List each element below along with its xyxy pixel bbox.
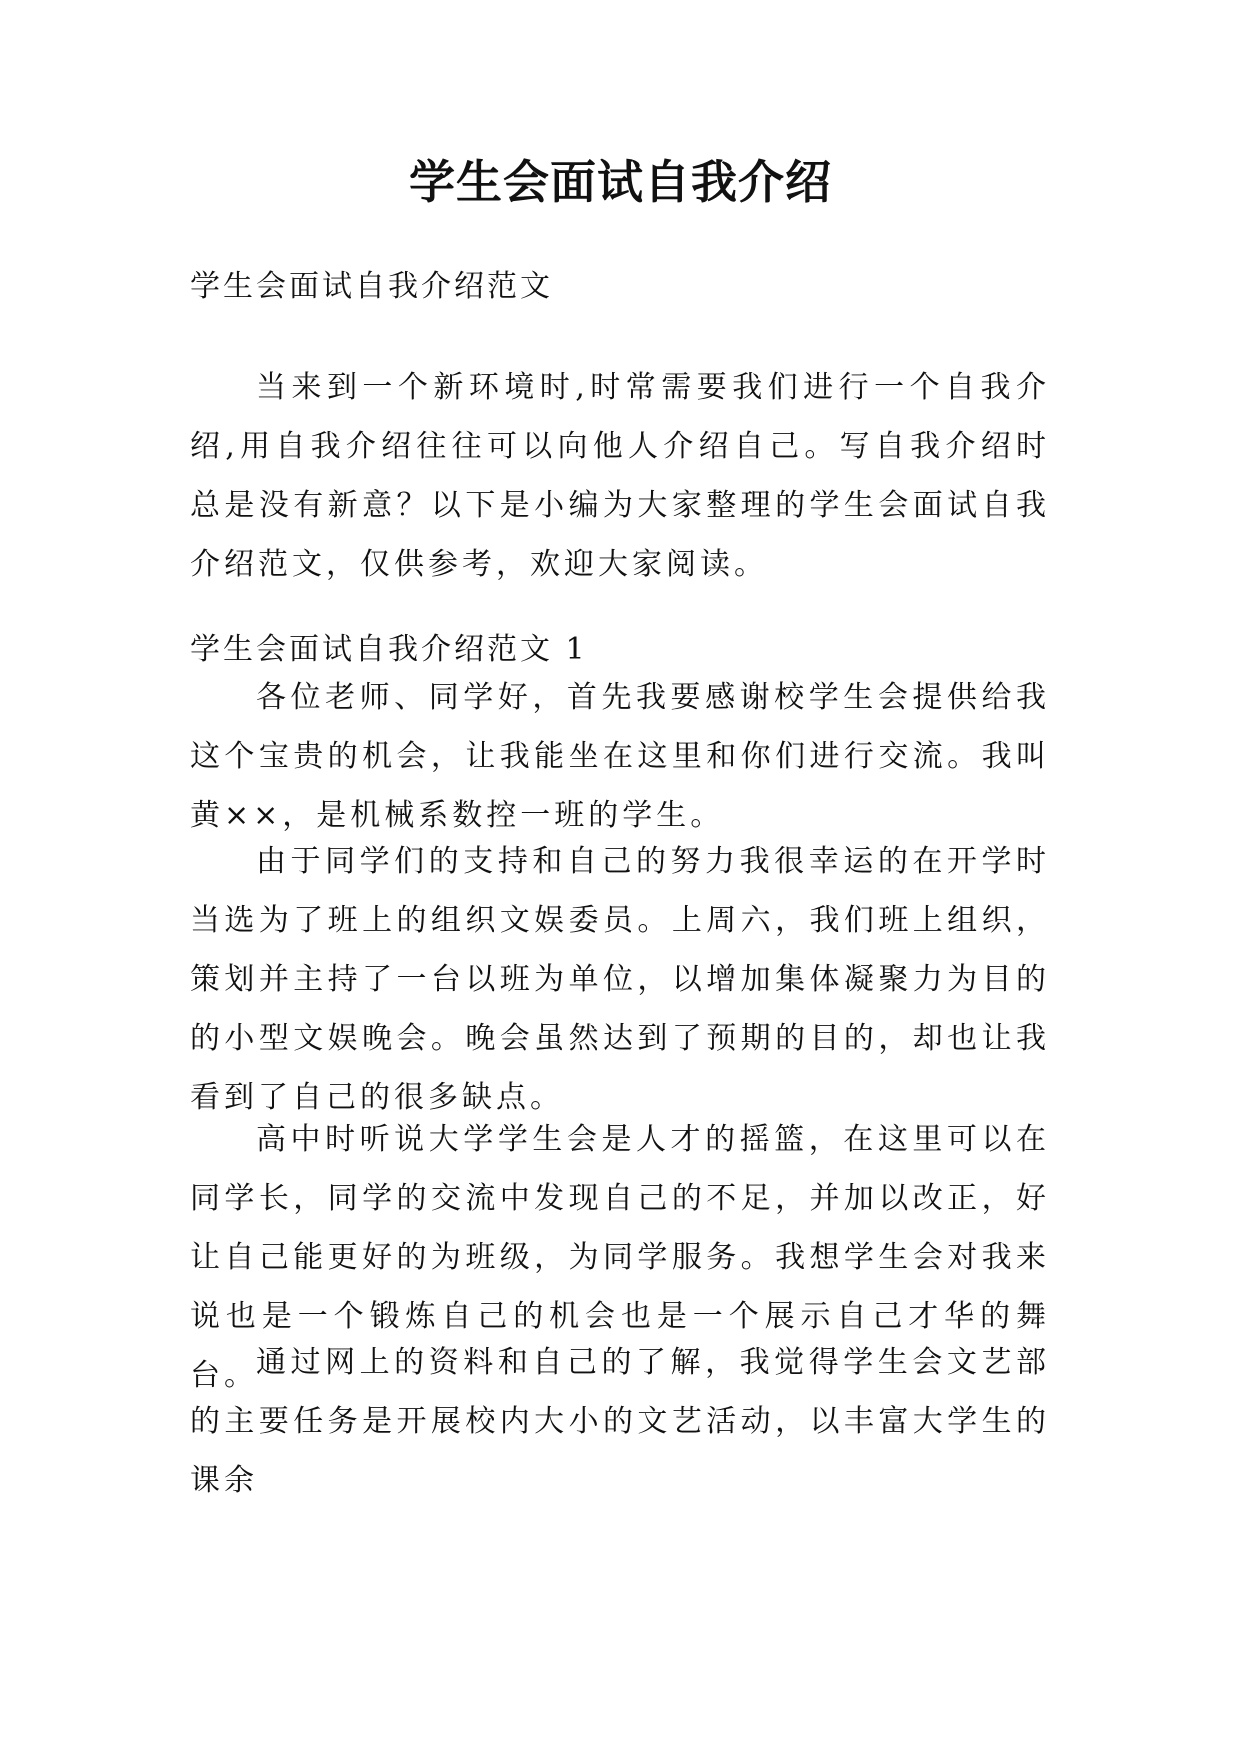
body-paragraph-4: 通过网上的资料和自己的了解，我觉得学生会文艺部的主要任务是开展校内大小的文艺活动，以丰富大学生的课余 [190,1345,1050,1498]
document-title: 学生会面试自我介绍 [409,155,832,209]
body-paragraph-1: 各位老师、同学好，首先我要感谢校学生会提供给我这个宝贵的机会，让我能坐在这里和你们进行交流。我叫黄××，是机械系数控一班的学生。 [190,680,1050,833]
document-subtitle: 学生会面试自我介绍范文 [190,269,553,304]
body-paragraph-3: 高中时听说大学学生会是人才的摇篮，在这里可以在同学长，同学的交流中发现自己的不足，并加以改正，好让自己能更好的为班级，为同学服务。我想学生会对我来说也是一个锻炼自己的机会也是一个展示自己才华的舞台。 [190,1122,1050,1393]
intro-paragraph: 当来到一个新环境时,时常需要我们进行一个自我介绍,用自我介绍往往可以向他人介绍自己。写自我介绍时总是没有新意？以下是小编为大家整理的学生会面试自我介绍范文，仅供参考，欢迎大家阅读。 [190,370,1050,582]
body-paragraph-2: 由于同学们的支持和自己的努力我很幸运的在开学时当选为了班上的组织文娱委员。上周六，我们班上组织，策划并主持了一台以班为单位，以增加集体凝聚力为目的的小型文娱晚会。晚会虽然达到了预期的目的，却也让我看到了自己的很多缺点。 [190,844,1050,1115]
section-heading: 学生会面试自我介绍范文 1 [190,632,588,667]
